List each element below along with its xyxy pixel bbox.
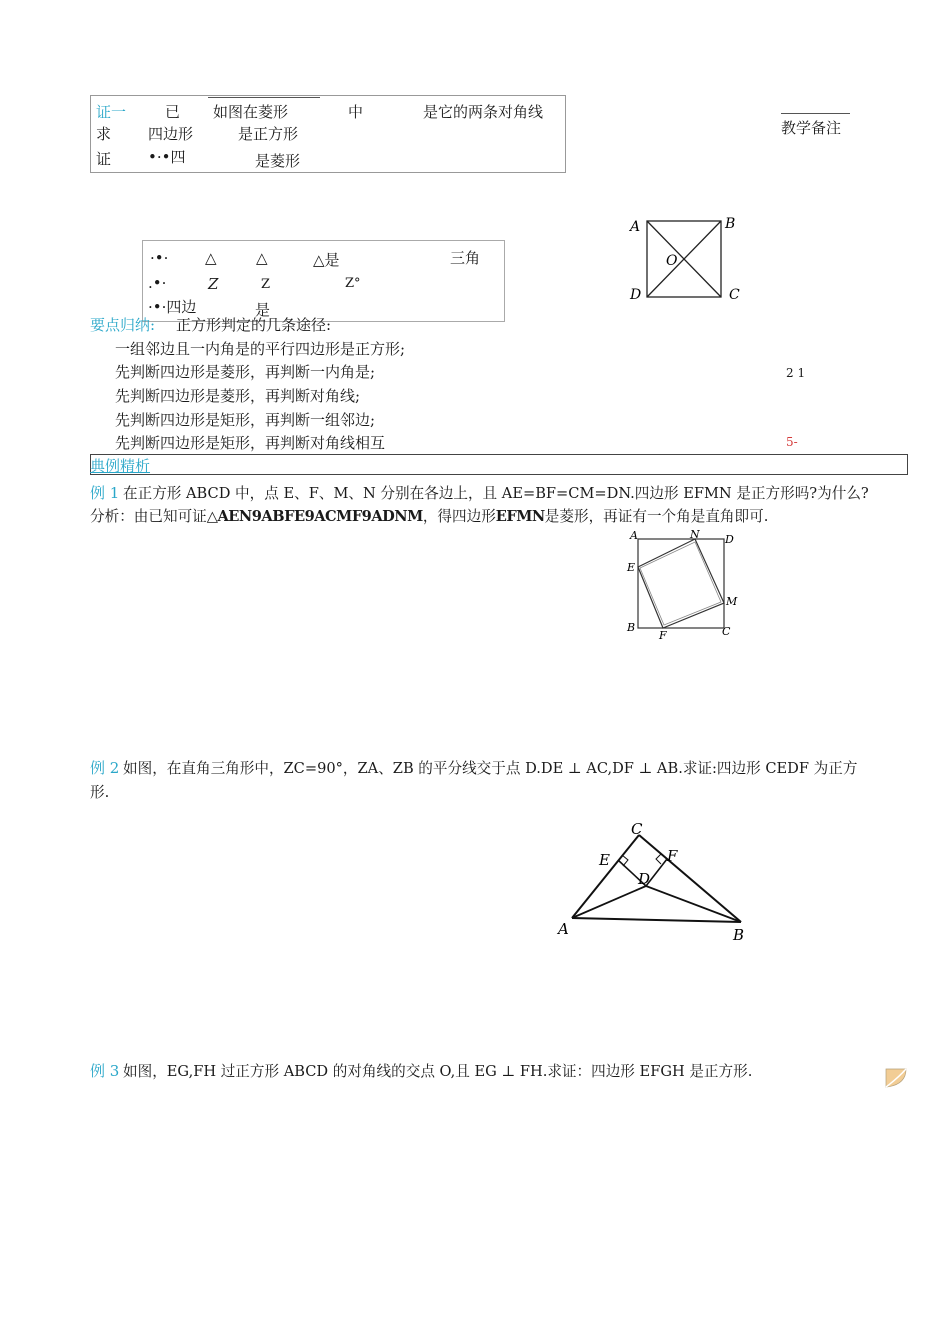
example1-text: 在正方形 ABCD 中，点 E、F、M、N 分别在各边上，且 AE=BF=CM=DN.四边形 EFMN 是正方形吗?为什么? — [123, 485, 869, 502]
key-points-intro: 正方形判定的几条途径: — [176, 316, 332, 334]
example2-label: 例 2 — [90, 759, 120, 777]
inner-text: △是 — [313, 251, 340, 269]
inner-text: △ — [256, 249, 268, 267]
proof-text: 四边形 — [148, 125, 194, 143]
fig1-label-b: B — [725, 216, 736, 232]
key-point-1: 一组邻边且一内角是的平行四边形是正方形; — [115, 340, 406, 358]
analysis-suffix: 是菱形，再证有一个角是直角即可. — [544, 508, 769, 525]
key-point-2: 先判断四边形是菱形，再判断一内角是; — [115, 363, 376, 381]
proof-box-top-rule — [208, 97, 320, 98]
fig2-label-m: M — [726, 595, 738, 608]
page-curl-icon — [885, 1068, 907, 1088]
fig2-label-a: A — [630, 529, 638, 542]
fig3-label-e: E — [599, 851, 610, 869]
side-note: 教学备注 — [781, 119, 842, 137]
example2-text: 如图，在直角三角形中，ZC=90°，ZA、ZB 的平分线交于点 D.DE ⊥ AC,DF ⊥ AB.求证:四边形 CEDF 为正方 — [123, 760, 858, 777]
example1-label: 例 1 — [90, 484, 120, 502]
fig2-label-f: F — [659, 629, 667, 642]
proof-text: 中 — [348, 103, 364, 121]
fig3-label-b: B — [733, 926, 745, 944]
inner-text: Z — [261, 277, 271, 292]
fig2-label-e: E — [627, 561, 636, 574]
margin-mark-2: 5- — [786, 435, 798, 449]
fig3-label-a: A — [558, 920, 569, 938]
proof-text: 是它的两条对角线 — [423, 103, 544, 121]
fig1-label-o: O — [666, 253, 678, 269]
margin-mark-1: 2 1 — [786, 366, 806, 380]
key-point-3: 先判断四边形是菱形，再判断对角线; — [115, 387, 361, 405]
inner-text: 三角 — [450, 249, 481, 267]
inner-text: Z° — [345, 276, 361, 291]
section-title-bar — [90, 454, 908, 475]
inner-text: ·•·四边 — [148, 298, 197, 316]
inner-text: △ — [205, 249, 217, 267]
inner-text: .•· — [148, 274, 167, 292]
fig3-label-f: F — [667, 847, 678, 865]
proof-text: 如图在菱形 — [213, 103, 289, 121]
fig2-label-d: D — [725, 533, 734, 546]
analysis-congruence: △AEN9ABFE9ACMF9ADNM — [206, 508, 423, 525]
example3-label: 例 3 — [90, 1062, 120, 1080]
proof-label-1: 证一 — [96, 103, 127, 121]
fig2-label-b: B — [627, 621, 636, 634]
inner-text: 是 — [255, 301, 271, 319]
figure-right-triangle — [555, 818, 755, 948]
fig2-label-n: N — [690, 528, 700, 541]
example1-analysis — [90, 505, 768, 526]
fig3-label-d: D — [638, 870, 651, 888]
section-title: 典例精析 — [90, 457, 151, 475]
figure-inscribed-square — [622, 525, 747, 643]
fig3-label-c: C — [631, 820, 643, 838]
proof-text: 是菱形 — [255, 152, 301, 170]
fig1-label-c: C — [729, 287, 740, 303]
figure-square-diagonals — [625, 210, 745, 305]
proof-text: 求 — [96, 125, 112, 143]
fig2-label-c: C — [722, 625, 731, 638]
proof-text: 已 — [165, 103, 181, 121]
proof-text: 证 — [96, 150, 112, 168]
side-note-rule — [781, 113, 850, 114]
fig1-label-a: A — [630, 219, 641, 235]
analysis-mid: ，得四边形 — [422, 508, 496, 525]
key-point-4: 先判断四边形是矩形，再判断一组邻边; — [115, 411, 376, 429]
proof-text: •·•四 — [148, 148, 186, 166]
key-point-5: 先判断四边形是矩形，再判断对角线相互 — [115, 434, 386, 452]
example3-text: 如图，EG,FH 过正方形 ABCD 的对角线的交点 O,且 EG ⊥ FH.求证：四边形 EFGH 是正方形. — [123, 1063, 753, 1080]
fig1-label-d: D — [630, 287, 642, 303]
example2-text-cont: 形. — [90, 784, 110, 801]
key-points-heading: 要点归纳: — [90, 316, 156, 334]
analysis-quad: EFMN — [495, 508, 545, 525]
proof-text: 是正方形 — [238, 125, 299, 143]
inner-text: Z — [208, 275, 219, 293]
inner-text: ·•· — [150, 249, 169, 267]
analysis-prefix: 分析：由已知可证 — [90, 508, 207, 525]
